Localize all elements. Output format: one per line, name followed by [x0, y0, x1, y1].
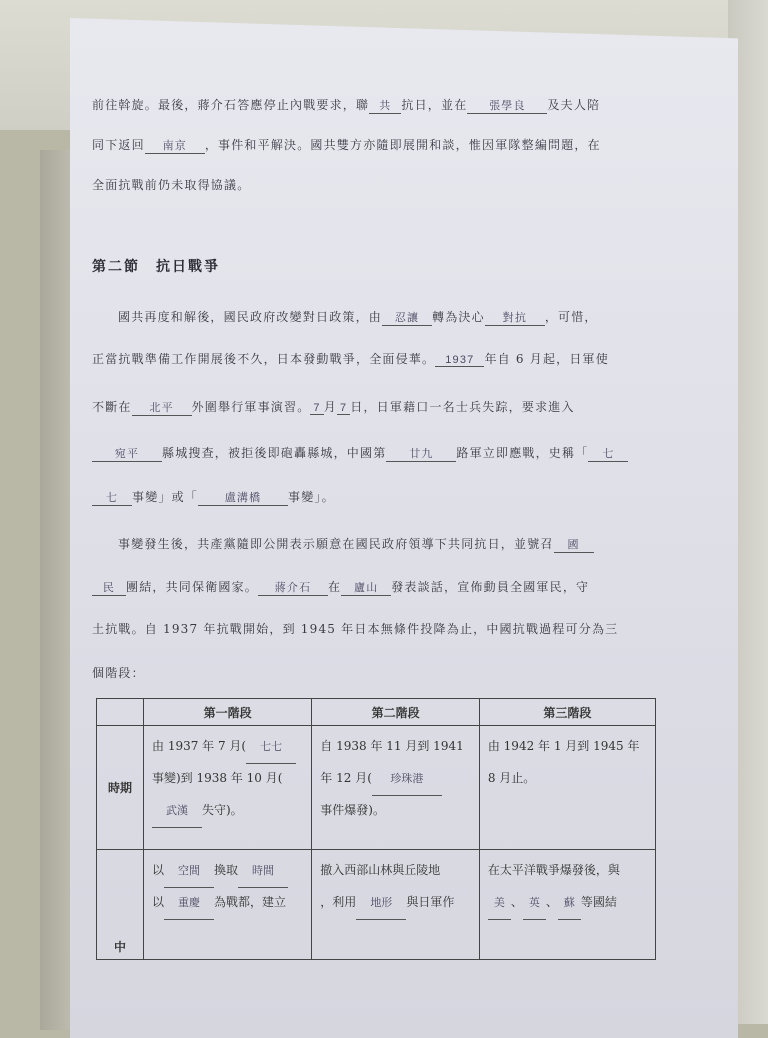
fill-blank: 重慶 — [164, 887, 214, 920]
table-row-period — [97, 726, 656, 850]
fill-blank: 七七 — [246, 731, 296, 764]
p1-line-2: 正當抗戰準備工作開展後不久，日本發動戰爭，全面侵華。 1937 年自 6 月起，日軍使 — [92, 352, 609, 366]
fill-blank: 蘇 — [558, 887, 581, 920]
table-header-cell: 第一階段 — [144, 699, 312, 726]
table-header-row — [97, 699, 656, 726]
paper-shadow — [40, 150, 72, 1030]
fill-blank: 南京 — [145, 137, 205, 154]
fill-blank: 廬山 — [341, 579, 391, 596]
fill-blank: 忍讓 — [382, 309, 432, 326]
fill-blank: 蔣介石 — [258, 579, 328, 596]
fill-blank: 7 — [337, 402, 350, 415]
table-cell: 由 1942 年 1 月到 1945 年 8 月止。 — [479, 726, 655, 850]
row-head: 中 — [97, 850, 144, 960]
fill-blank: 張學良 — [467, 97, 547, 114]
p2-line-4: 個階段： — [92, 666, 145, 680]
table-cell: 以 空間 換取 時間 以 重慶 為戰都，建立 — [144, 850, 312, 960]
fill-blank: 武漢 — [152, 795, 202, 828]
fill-blank: 珍珠港 — [372, 763, 442, 796]
p2-line-2: 民 團結，共同保衛國家。 蔣介石 在 廬山 發表談話，宣佈動員全國軍民，守 — [92, 578, 589, 596]
p1-line-5: 七 事變」或「 盧溝橋 事變」。 — [92, 488, 335, 506]
fill-blank: 英 — [523, 887, 546, 920]
table-header-cell: 第二階段 — [312, 699, 480, 726]
p1-line-3: 不斷在 北平 外圍舉行軍事演習。 7 月 7 日，日軍藉口一名士兵失踪，要求進入 — [92, 400, 575, 414]
intro-line-3: 全面抗戰前仍未取得協議。 — [92, 178, 251, 192]
table-row-middle — [97, 850, 656, 960]
fill-blank: 7 — [310, 402, 323, 415]
section-heading: 第二節 抗日戰爭 — [92, 259, 220, 275]
fill-blank: 時間 — [238, 855, 288, 888]
fill-blank: 宛平 — [92, 445, 162, 462]
fill-blank: 七 — [92, 489, 132, 506]
table-cell: 撤入西部山林與丘陵地 ，利用 地形 與日軍作 — [312, 850, 480, 960]
stages-table — [96, 698, 656, 960]
fill-blank: 美 — [488, 887, 511, 920]
table-cell: 自 1938 年 11 月到 1941 年 12 月( 珍珠港 事件爆發)。 — [312, 726, 480, 850]
table-header-cell: 第三階段 — [479, 699, 655, 726]
fill-blank: 對抗 — [485, 309, 545, 326]
p2-line-3: 土抗戰。自 1937 年抗戰開始，到 1945 年日本無條件投降為止，中國抗戰過程可分為三 — [92, 622, 619, 636]
intro-line-2: 同下返回 南京 ，事件和平解決。國共雙方亦隨即展開和談，惟因軍隊整編問題，在 — [92, 138, 601, 152]
table-cell: 由 1937 年 7 月( 七七 事變)到 1938 年 10 月( 武漢 失守)。 — [144, 726, 312, 850]
p1-line-1: 國共再度和解後，國民政府改變對日政策，由 忍讓 轉為決心 對抗 ，可惜， — [118, 310, 598, 324]
fill-blank: 國 — [554, 536, 594, 553]
p2-line-1: 事變發生後，共產黨隨即公開表示願意在國民政府領導下共同抗日，並號召 國 — [118, 535, 594, 553]
fill-blank: 盧溝橋 — [198, 489, 288, 506]
fill-blank: 1937 — [435, 354, 484, 367]
fill-blank: 地形 — [356, 887, 406, 920]
row-head: 時期 — [97, 726, 144, 850]
fill-blank: 民 — [92, 579, 126, 596]
p1-line-4: 宛平 縣城搜查，被拒後即砲轟縣城，中國第 廿九 路軍立即應戰，史稱「 七 — [92, 444, 628, 462]
fill-blank: 空間 — [164, 855, 214, 888]
fill-blank: 廿九 — [386, 445, 456, 462]
fill-blank: 北平 — [132, 399, 192, 416]
fill-blank: 共 — [369, 97, 401, 114]
intro-line-1: 前往斡旋。最後，蔣介石答應停止內戰要求，聯 共 抗日，並在 張學良 及夫人陪 — [92, 98, 601, 112]
table-header-cell — [97, 699, 144, 726]
fill-blank: 七 — [588, 445, 628, 462]
table-cell: 在太平洋戰爭爆發後，與 美 、 英 、 蘇 等國結 — [479, 850, 655, 960]
